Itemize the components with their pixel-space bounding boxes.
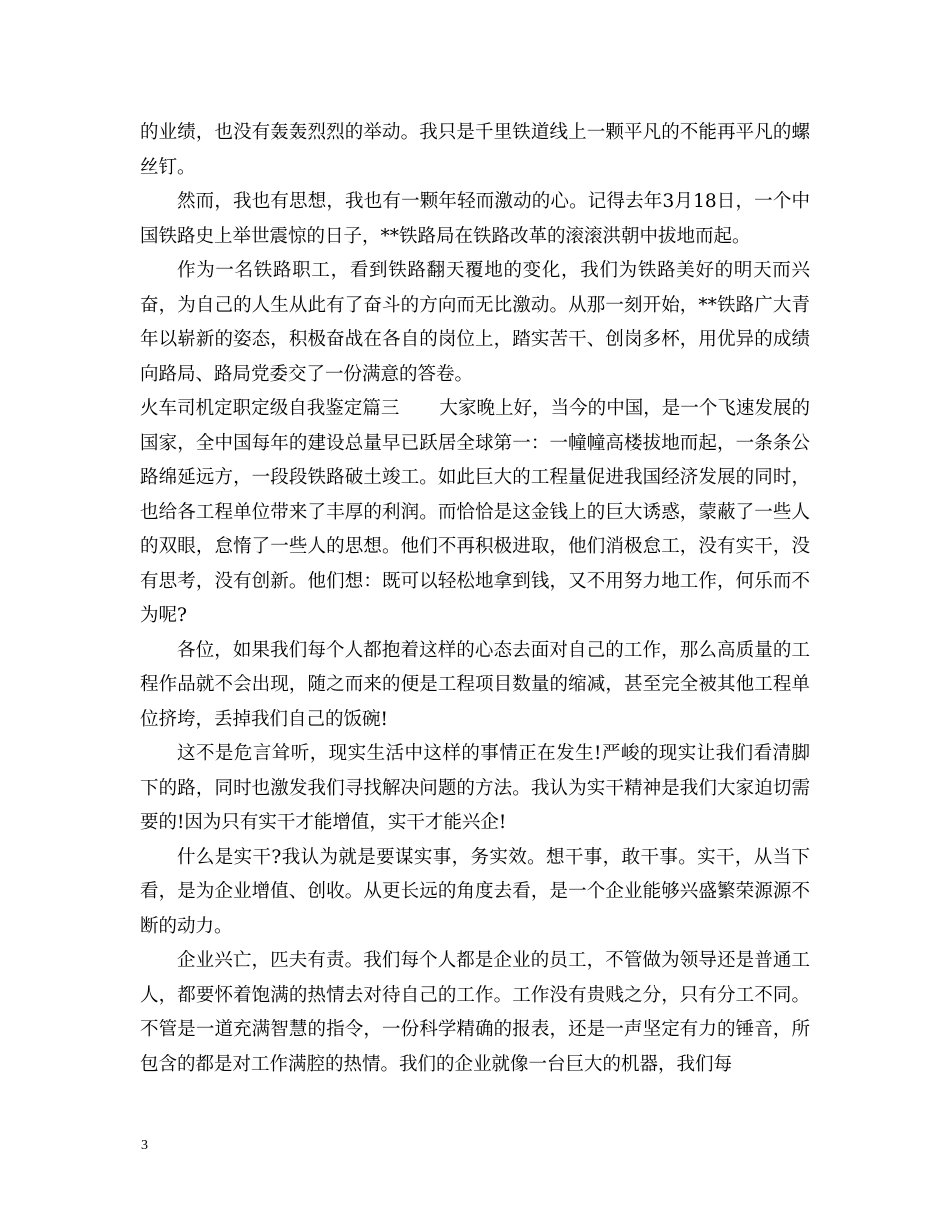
paragraph-8: 企业兴亡，匹夫有责。我们每个人都是企业的员工，不管做为领导还是普通工人，都要怀着饱满的热情去对待自己的工作。工作没有贵贱之分，只有分工不同。不管是一道充满智慧的指令，一份科学精确的报表，还是一声坚定有力的锤音，所包含的都是对工作满腔的热情。我们的企业就像一台巨大的机器，我们每 xyxy=(140,950,810,1075)
paragraph-7: 什么是实干?我认为就是要谋实事，务实效。想干事，敢干事。实干，从当下看，是为企业增值、创收。从更长远的角度去看，是一个企业能够兴盛繁荣源源不断的动力。 xyxy=(140,846,810,937)
paragraph-2: 然而，我也有思想，我也有一颗年轻而激动的心。记得去年3月18日，一个中国铁路史上举世震惊的日子，**铁路局在铁路改革的滚滚洪朝中拔地而起。 xyxy=(140,191,810,247)
section-text: 大家晚上好，当今的中国，是一个飞速发展的国家，全中国每年的建设总量早已跃居全球第一：一幢幢高楼拔地而起，一条条公路绵延远方，一段段铁路破土竣工。如此巨大的工程量促进我国经济发展的同时，也给各工程单位带来了丰厚的利润。而恰恰是这金钱上的巨大诱惑，蒙蔽了一些人的双眼，怠惰了一些人的思想。他们不再积极进取，他们消极怠工，没有实干，没有思考，没有创新。他们想：既可以轻松地拿到钱，又不用努力地工作，何乐而不为呢? xyxy=(140,398,810,626)
paragraph-1: 的业绩，也没有轰轰烈烈的举动。我只是千里铁道线上一颗平凡的不能再平凡的螺丝钉。 xyxy=(140,122,810,178)
page-number: 3 xyxy=(141,1138,148,1153)
paragraph-5: 各位，如果我们每个人都抱着这样的心态去面对自己的工作，那么高质量的工程作品就不会出现，随之而来的便是工程项目数量的缩减，甚至完全被其他工程单位挤垮，丢掉我们自己的饭碗! xyxy=(140,639,810,730)
paragraph-6: 这不是危言耸听，现实生活中这样的事情正在发生!严峻的现实让我们看清脚下的路，同时也激发我们寻找解决问题的方法。我认为实干精神是我们大家迫切需要的!因为只有实干才能增值，实干才能兴企! xyxy=(140,743,810,833)
section-heading: 火车司机定职定级自我鉴定篇三 xyxy=(140,398,400,419)
section-paragraph xyxy=(140,392,810,634)
document-body xyxy=(140,116,810,1082)
paragraph-3: 作为一名铁路职工，看到铁路翻天覆地的变化，我们为铁路美好的明天而兴奋，为自己的人生从此有了奋斗的方向而无比激动。从那一刻开始，**铁路广大青年以崭新的姿态，积极奋战在各自的岗位上，踏实苦干、创岗多杯，用优异的成绩向路局、路局党委交了一份满意的答卷。 xyxy=(140,260,810,385)
